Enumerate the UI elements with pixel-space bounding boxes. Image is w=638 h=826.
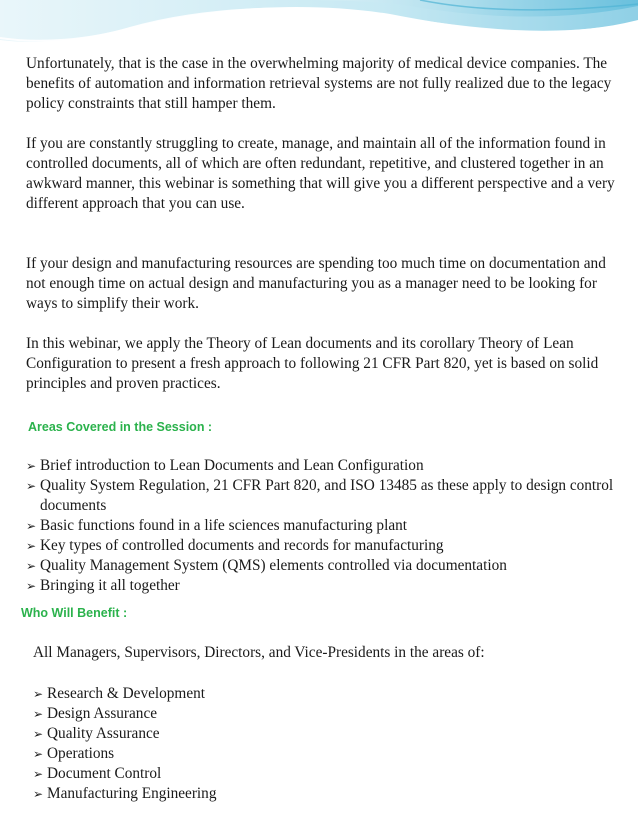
paragraph-design-resources: If your design and manufacturing resources are spending too much time on documentation and not enough time on actual design and manufacturing you as a manager need to be looking for ways to simplify their work. (26, 255, 606, 312)
list-item: ➢ Design Assurance (33, 704, 613, 724)
benefit-intro: All Managers, Supervisors, Directors, and Vice-Presidents in the areas of: (33, 644, 485, 661)
areas-covered-list (26, 456, 616, 596)
list-item: ➢ Document Control (33, 764, 613, 784)
list-item: ➢ Brief introduction to Lean Documents and Lean Configuration (26, 456, 616, 476)
paragraph-legacy-constraints: Unfortunately, that is the case in the overwhelming majority of medical device companies. The benefits of automation and information retrieval systems are not fully realized due to the legacy policy constraints that still hamper them. (26, 55, 612, 112)
areas-covered-heading: Areas Covered in the Session : (28, 420, 213, 434)
paragraph-webinar-approach: In this webinar, we apply the Theory of Lean documents and its corollary Theory of Lean Configuration to present a fresh approach to following 21 CFR Part 820, yet is based on solid principles and proven practices. (26, 335, 599, 392)
list-item: ➢ Bringing it all together (26, 576, 616, 596)
list-item: ➢ Operations (33, 744, 613, 764)
list-item: ➢ Manufacturing Engineering (33, 784, 613, 804)
list-item: ➢ Quality Assurance (33, 724, 613, 744)
paragraph-controlled-documents: If you are constantly struggling to create, manage, and maintain all of the information found in controlled documents, all of which are often redundant, repetitive, and clustered together in an awkward manner, this webinar is something that will give you a different perspective and a very different approach that you can use. (26, 135, 615, 212)
list-item: ➢ Basic functions found in a life sciences manufacturing plant (26, 516, 616, 536)
list-item: ➢ Quality System Regulation, 21 CFR Part 820, and ISO 13485 as these apply to design control documents (26, 476, 616, 516)
benefit-areas-list (33, 684, 613, 804)
who-will-benefit-heading: Who Will Benefit : (21, 606, 128, 620)
list-item: ➢ Key types of controlled documents and records for manufacturing (26, 536, 616, 556)
list-item: ➢ Quality Management System (QMS) elements controlled via documentation (26, 556, 616, 576)
list-item: ➢ Research & Development (33, 684, 613, 704)
